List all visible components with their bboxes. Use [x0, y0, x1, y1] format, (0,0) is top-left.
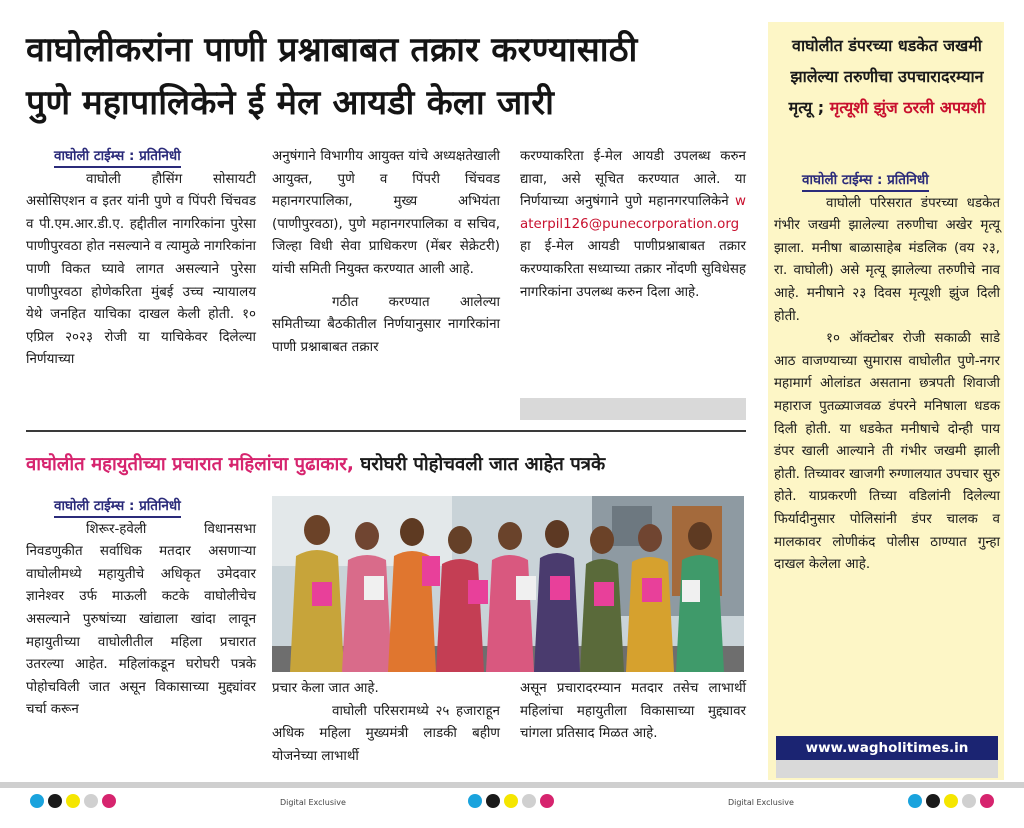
sidebar-end-bar — [776, 760, 998, 778]
black-dot — [926, 794, 940, 808]
sidebar-headline-dark: वाघोलीत डंपरच्या धडकेत जखमी झालेल्या तरुणीचा उपचारादरम्यान मृत्यू ; — [788, 36, 984, 117]
section-divider — [26, 430, 746, 432]
black-dot — [486, 794, 500, 808]
sidebar-headline-red: मृत्यूशी झुंज ठरली अपयशी — [824, 98, 986, 117]
article1-col2-para1: अनुषंगाने विभागीय आयुक्त यांचे अध्यक्षतेखाली आयुक्त, पुणे व पिंपरी चिंचवड महानगरपालिका, मुख्य अभियंता (पाणीपुरवठा), पुणे महानगरपालिका व सचिव, जिल्हा विधी सेवा प्राधिकरण (मेंबर सेक्रेटरी) यांची समिती नियुक्त करण्यात आली आहे. — [272, 149, 500, 277]
grey-dot — [84, 794, 98, 808]
article1-column-2 — [272, 146, 500, 359]
photo-illustration — [272, 496, 744, 672]
yellow-dot — [944, 794, 958, 808]
cyan-dot — [30, 794, 44, 808]
sidebar-article — [774, 170, 1000, 577]
article1-headline-line1: वाघोलीकरांना पाणी प्रश्नाबाबत तक्रार करण्यासाठी — [26, 30, 638, 70]
article2-col2-para2: वाघोली परिसरामध्ये २५ हजाराहून अधिक महिला मुख्यमंत्री लाडकी बहीण योजनेच्या लाभार्थी — [272, 703, 500, 764]
magenta-dot — [102, 794, 116, 808]
article1-col3-post: हा ई-मेल आयडी पाणीप्रश्नाबाबत तक्रार करण्याकरिता सध्याच्या तक्रार नोंदणी सुविधेसह नागरिकांना उपलब्ध करुन दिला आहे. — [520, 239, 746, 300]
article2-column-2 — [272, 678, 500, 768]
article1-end-bar — [520, 398, 746, 420]
grey-dot — [962, 794, 976, 808]
website-url-link[interactable]: www.wagholitimes.in — [776, 736, 998, 760]
article2-col2-para1: प्रचार केला जात आहे. — [272, 681, 379, 696]
magenta-dot — [980, 794, 994, 808]
article1-col1-text: वाघोली हौसिंग सोसायटी असोसिएशन व इतर यांनी पुणे व पिंपरी चिंचवड व पी.एम.आर.डी.ए. हद्दीतील नागरिकांना पुरेसा पाणीपुरवठा होत नसल्याने व त्यामुळे नागरिकांना पाणी विकत घ्यावे लागत असल्याने पुरेसा पाणीपुरवठा होणेकरिता मुंबई उच्च न्यायालय येथे जनहित याचिका दाखल केली होती. १० एप्रिल २०२३ रोजी या याचिकेवर दिलेल्या निर्णयाच्या — [26, 171, 256, 368]
registration-marks-left — [30, 794, 116, 808]
complaint-email-link[interactable]: waterpil126@punecorporation.org — [520, 194, 746, 232]
magenta-dot — [540, 794, 554, 808]
campaign-women-photo — [272, 496, 744, 672]
article2-headline-pink: वाघोलीत महायुतीच्या प्रचारात महिलांचा पुढाकार, — [26, 454, 354, 475]
cyan-dot — [468, 794, 482, 808]
footer-strip — [0, 782, 1024, 788]
registration-marks-right — [908, 794, 994, 808]
digital-exclusive-label-right: Digital Exclusive — [728, 798, 794, 807]
digital-exclusive-label-left: Digital Exclusive — [280, 798, 346, 807]
article2-col3-text: असून प्रचारादरम्यान मतदार तसेच लाभार्थी महिलांचा महायुतीला विकासाच्या मुद्द्यावर चांगला प्रतिसाद मिळत आहे. — [520, 681, 746, 742]
yellow-dot — [66, 794, 80, 808]
article2-column-3 — [520, 678, 746, 746]
registration-marks-center — [468, 794, 554, 808]
sidebar-para2: १० ऑक्टोबर रोजी सकाळी साडे आठ वाजण्याच्या सुमारास वाघोलीत पुणे-नगर महामार्ग ओलांडत असताना छत्रपती शिवाजी महाराज पुतळ्याजवळ डंपरने मनिषाला धडक दिली होती. या धडकेत मनीषाचे दोन्ही पाय डंपर खाली आल्याने ती गंभीर जखमी झाली होती. तिच्यावर खाजगी रुग्णालयात उपचार सुरु होते. याप्रकरणी तिच्या वडिलांनी दिलेल्या फिर्यादीनुसार पोलिसांनी डंपर चालक व मालकावर लोणीकंद पोलीस ठाण्यात गुन्हा दाखल केलेला आहे. — [774, 331, 1000, 573]
article2-byline: वाघोली टाईम्स : प्रतिनिधी — [54, 497, 181, 518]
sidebar-para1: वाघोली परिसरात डंपरच्या धडकेत गंभीर जखमी झालेल्या तरुणीचा अखेर मृत्यू झाला. मनीषा बाळासाहेब मंडलिक (वय २३, रा. वाघोली) असे मृत्यू झालेल्या तरुणीचे नाव आहे. मनीषाने २३ दिवस मृत्यूशी झुंज दिली होती. — [774, 195, 1000, 324]
article1-col3-pre: करण्याकरिता ई-मेल आयडी उपलब्ध करुन द्यावा, असे सूचित करण्यात आले. या निर्णयाच्या अनुषंगाने पुणे महानगरपालिकेने — [520, 149, 746, 210]
article2-column-1 — [26, 496, 256, 722]
article1-column-3 — [520, 146, 746, 304]
article2-col1-text: शिरूर-हवेली विधानसभा निवडणुकीत सर्वाधिक मतदार असणाऱ्या वाघोलीमध्ये महायुतीचे अधिकृत उमेदवार ज्ञानेश्वर उर्फ माऊली कटके वाघोलीचेच असल्याने पुरुषांच्या खांद्याला खांदा लावून महायुतीच्या वाघोलीतील महिला प्रचारात उतरल्या आहेत. महिलांकडून घरोघरी पत्रके पोहोचविली जात असून विकासाच्या मुद्द्यांवर चर्चा करून — [26, 521, 256, 718]
black-dot — [48, 794, 62, 808]
article1-headline — [26, 24, 756, 130]
article1-column-1 — [26, 146, 256, 372]
yellow-dot — [504, 794, 518, 808]
article2-headline — [26, 452, 756, 478]
article1-headline-line2: पुणे महापालिकेने ई मेल आयडी केला जारी — [26, 83, 555, 123]
article1-col2-para2: गठीत करण्यात आलेल्या समितीच्या बैठकीतील निर्णयानुसार नागरिकांना पाणी प्रश्नाबाबत तक्रार — [272, 294, 500, 355]
article1-col3-text — [520, 146, 746, 304]
article2-headline-dark: घरोघरी पोहोचवली जात आहेत पत्रके — [353, 454, 606, 475]
sidebar-headline — [778, 30, 996, 123]
article1-byline: वाघोली टाईम्स : प्रतिनिधी — [54, 147, 181, 168]
cyan-dot — [908, 794, 922, 808]
grey-dot — [522, 794, 536, 808]
sidebar-byline: वाघोली टाईम्स : प्रतिनिधी — [802, 171, 929, 192]
